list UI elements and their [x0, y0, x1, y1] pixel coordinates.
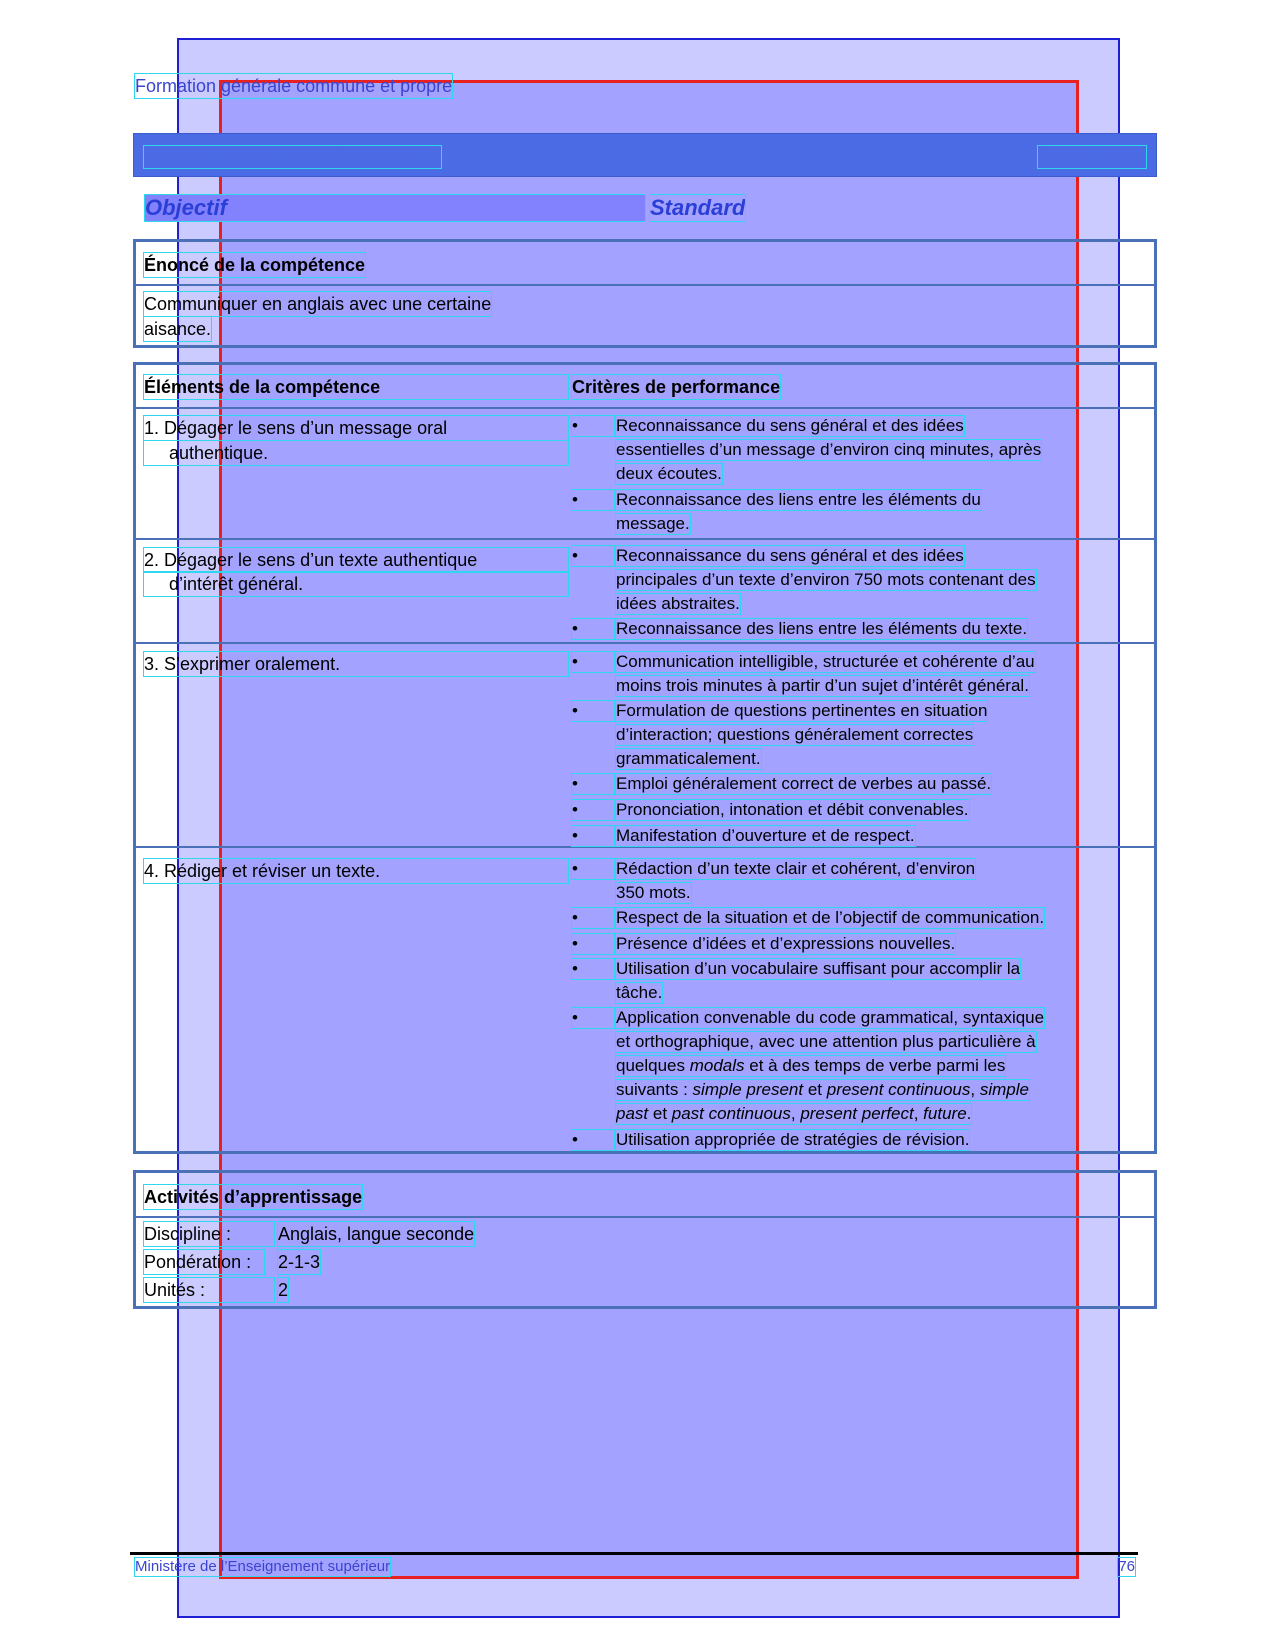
bullet-icon: •: [572, 934, 614, 954]
row-divider: [136, 538, 1154, 540]
bullet-icon: •: [572, 800, 614, 820]
activities-heading: Activités d’apprentissage: [144, 1187, 363, 1207]
bullet-icon: •: [572, 619, 614, 639]
criterion-line: idées abstraites.: [616, 594, 740, 613]
bullet-icon: •: [572, 652, 614, 672]
bullet-icon: •: [572, 546, 614, 566]
criterion-line: Formulation de questions pertinentes en situation: [616, 701, 988, 720]
criterion-line: Reconnaissance du sens général et des idées: [616, 546, 964, 565]
criterion-line: Reconnaissance du sens général et des idées: [616, 416, 964, 435]
criterion-line: et orthographique, avec une attention plus particulière à: [616, 1032, 1036, 1051]
criterion-line: Respect de la situation et de l’objectif de communication.: [616, 908, 1045, 927]
element-3-line: 3. S’exprimer oralement.: [144, 652, 568, 676]
criterion-line: 350 mots.: [616, 883, 691, 902]
bullet-icon: •: [572, 490, 614, 510]
criteria-column-header: Critères de performance: [572, 377, 781, 397]
competence-text-line: aisance.: [144, 319, 212, 339]
criterion-line: Rédaction d’un texte clair et cohérent, d’environ: [616, 859, 976, 878]
criterion-line: Application convenable du code grammatical, syntaxique: [616, 1008, 1045, 1027]
criterion-line: moins trois minutes à partir d’un sujet d’intérêt général.: [616, 676, 1029, 695]
competence-text-line: Communiquer en anglais avec une certaine: [144, 294, 492, 314]
course-code: Code : 4SA1: [1038, 146, 1146, 167]
criterion-line-grammar: past et past continuous, present perfect, future.: [616, 1104, 972, 1123]
program-title: Formation générale commune et propre: [135, 76, 453, 96]
discipline-label: Discipline :: [144, 1222, 274, 1246]
element-4-line: 4. Rédiger et réviser un texte.: [144, 859, 568, 883]
footer-ministry: Ministère de l’Enseignement supérieur: [135, 1558, 391, 1575]
criterion-line: essentielles d’un message d’environ cinq minutes, après: [616, 440, 1042, 459]
page-number: 76: [1118, 1558, 1135, 1575]
standard-label: Standard: [650, 195, 746, 220]
elements-column-header: Éléments de la compétence: [144, 375, 568, 399]
criterion-line: Reconnaissance des liens entre les éléments du: [616, 490, 981, 509]
criterion-line: Utilisation appropriée de stratégies de révision.: [616, 1130, 970, 1149]
criterion-line: deux écoutes.: [616, 464, 722, 483]
units-label: Unités :: [144, 1278, 274, 1302]
element-2-line: d’intérêt général.: [144, 572, 568, 596]
criterion-line: grammaticalement.: [616, 749, 761, 768]
criterion-line: Prononciation, intonation et débit convenables.: [616, 800, 969, 819]
criterion-line: Reconnaissance des liens entre les éléments du texte.: [616, 619, 1028, 638]
criterion-line: Présence d’idées et d’expressions nouvelles.: [616, 934, 956, 953]
criterion-line: d’interaction; questions généralement correctes: [616, 725, 974, 744]
criterion-line: message.: [616, 514, 690, 533]
competence-heading: Énoncé de la compétence: [144, 255, 366, 275]
criterion-line-grammar: suivants : simple present et present continuous, simple: [616, 1080, 1029, 1099]
bullet-icon: •: [572, 908, 614, 928]
element-1-line: 1. Dégager le sens d’un message oral: [144, 416, 568, 440]
bullet-icon: •: [572, 1130, 614, 1150]
row-divider: [136, 642, 1154, 644]
criterion-line: Emploi généralement correct de verbes au passé.: [616, 774, 992, 793]
objective-label: Objectif: [145, 195, 645, 221]
row-divider: [136, 846, 1154, 848]
discipline-value: Anglais, langue seconde: [278, 1224, 475, 1244]
criterion-line: principales d’un texte d’environ 750 mots contenant des: [616, 570, 1036, 589]
bullet-icon: •: [572, 959, 614, 979]
footer-rule: [130, 1552, 1138, 1555]
bullet-icon: •: [572, 1008, 614, 1028]
criterion-line-grammar: quelques modals et à des temps de verbe parmi les: [616, 1056, 1006, 1075]
criterion-line: Manifestation d’ouverture et de respect.: [616, 826, 915, 845]
criterion-line: Utilisation d’un vocabulaire suffisant pour accomplir la: [616, 959, 1021, 978]
ponderation-value: 2-1-3: [278, 1252, 321, 1272]
units-value: 2: [278, 1280, 289, 1300]
bullet-icon: •: [572, 701, 614, 721]
ponderation-label: Pondération :: [144, 1250, 264, 1274]
bullet-icon: •: [572, 416, 614, 436]
criterion-line: Communication intelligible, structurée et cohérente d’au: [616, 652, 1035, 671]
element-2-line: 2. Dégager le sens d’un texte authentique: [144, 548, 568, 572]
bullet-icon: •: [572, 826, 614, 846]
bullet-icon: •: [572, 774, 614, 794]
bullet-icon: •: [572, 859, 614, 879]
criterion-line: tâche.: [616, 983, 663, 1002]
course-title: Anglais, langue seconde (niveau II): [144, 146, 441, 167]
element-1-line: authentique.: [144, 441, 568, 465]
